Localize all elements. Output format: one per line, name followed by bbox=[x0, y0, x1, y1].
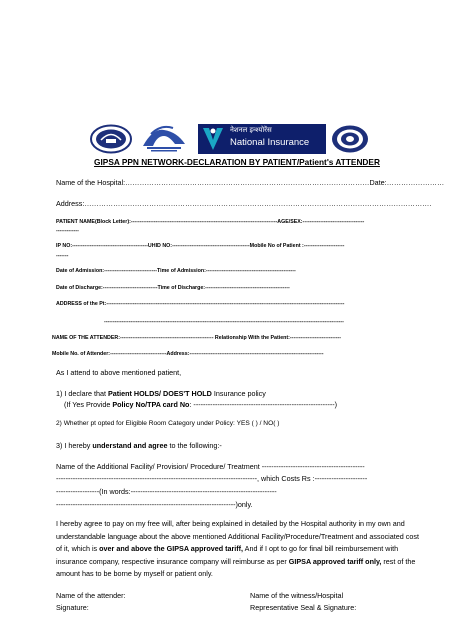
item1-sub-a: (If Yes Provide bbox=[64, 400, 113, 409]
ip-uhid-mobile-field: IP NO:-------------------------------------------UHID NO:--------------------------------------------Mobile No of Patient :----------------------- bbox=[56, 243, 345, 249]
signature-label: Signature: bbox=[56, 603, 89, 612]
page-title: GIPSA PPN NETWORK-DECLARATION BY PATIENT/Patient's ATTENDER bbox=[94, 157, 380, 167]
seal-signature-label: Representative Seal & Signature: bbox=[250, 603, 357, 612]
item1-sub-bold: Policy No/TPA card No bbox=[112, 400, 190, 409]
declaration-item-1-sub bbox=[64, 400, 337, 409]
facility-line-2: ------------------------------------------------------------------------------------, which Costs Rs :---------------------- bbox=[56, 474, 368, 483]
facility-line-4: ---------------------------------------------------------------------------)only. bbox=[56, 500, 253, 509]
oriental-insurance-logo bbox=[330, 124, 370, 154]
ip-line-cont: ------- bbox=[56, 253, 69, 259]
address-field: Address:………………………………………………………………………………………………………………………………. bbox=[56, 199, 432, 208]
national-insurance-logo bbox=[198, 124, 326, 154]
patient-name-field: PATIENT NAME(Block Letter):-----------------------------------------------------------------------------------AGE/SEX:----------------------------------- bbox=[56, 219, 365, 225]
agreement-paragraph bbox=[56, 518, 422, 581]
agree-text-a: I hereby agree to pay on my free will, after being explained in detailed by the Hospital authority in my own and understandable language about the above mentioned Additional Facility/Procedure/Treatment and associated cost of it, which is bbox=[56, 519, 419, 553]
agree-text-c: And if I opt to go for final bill reimbursement with insurance company, respective insurance company will reimburse as per bbox=[56, 544, 399, 566]
patient-address-field: ADDRESS of the Pt:--------------------------------------------------------------------------------------------------------------------------------------- bbox=[56, 301, 345, 307]
attender-name-label: Name of the attender: bbox=[56, 591, 126, 600]
facility-line-3: ------------------(In words:------------------------------------------------------------- bbox=[56, 487, 277, 496]
declaration-item-2: 2) Whether pt opted for Eligible Room Category under Policy: YES ( ) / NO( ) bbox=[56, 420, 280, 427]
discharge-field: Date of Discharge:-------------------------------Time of Discharge:------------------------------------------------ bbox=[56, 285, 290, 291]
facility-line-1: Name of the Additional Facility/ Provision/ Procedure/ Treatment ------------------------------------------- bbox=[56, 462, 365, 471]
declaration-item-3 bbox=[56, 441, 222, 450]
item1-text-a: 1) I declare that bbox=[56, 389, 108, 398]
witness-name-label: Name of the witness/Hospital bbox=[250, 591, 344, 600]
item1-text-bold: Patient HOLDS/ DOES'T HOLD bbox=[107, 389, 212, 398]
nic-english-text: National Insurance bbox=[230, 137, 310, 148]
item3-text-a: 3) I hereby bbox=[56, 441, 93, 450]
item3-text-bold: understand and agree bbox=[92, 441, 168, 450]
agree-text-e: rest of the amount has to be borne by myself or patient only. bbox=[56, 556, 416, 578]
item3-text-c: to the following:- bbox=[167, 441, 222, 450]
admission-field: Date of Admission:------------------------------Time of Admission:--------------------------------------------------- bbox=[56, 268, 296, 274]
united-india-logo bbox=[137, 124, 191, 154]
item1-text-c: Insurance policy bbox=[211, 389, 266, 398]
attender-field: NAME OF THE ATTENDER:----------------------------------------------------- Relationship With the Patient:----------------------------- bbox=[52, 335, 342, 341]
patient-name-field-cont: ------------- bbox=[56, 228, 79, 234]
agree-text-bold-1: over and above the GIPSA approved tariff, bbox=[99, 544, 244, 553]
agree-text-bold-2: GIPSA approved tariff only, bbox=[288, 556, 382, 566]
new-india-logo bbox=[89, 124, 133, 154]
item1-sub-c: : -----------------------------------------------------------) bbox=[189, 400, 338, 409]
attender-mobile-field: Mobile No. of Attender:--------------------------------Address:---------------------------------------------------------------------------- bbox=[52, 351, 324, 357]
declaration-item-1 bbox=[56, 389, 266, 398]
patient-address-cont: ---------------------------------------------------------------------------------------------------------------------------------------- bbox=[104, 319, 344, 325]
hospital-date-field: Name of the Hospital:…………………………………………………………………………………………Date:…………………… bbox=[56, 178, 445, 187]
intro-text: As I attend to above mentioned patient, bbox=[56, 368, 182, 377]
nic-hindi-text: नेशनल इन्श्योरेंस bbox=[230, 126, 272, 134]
